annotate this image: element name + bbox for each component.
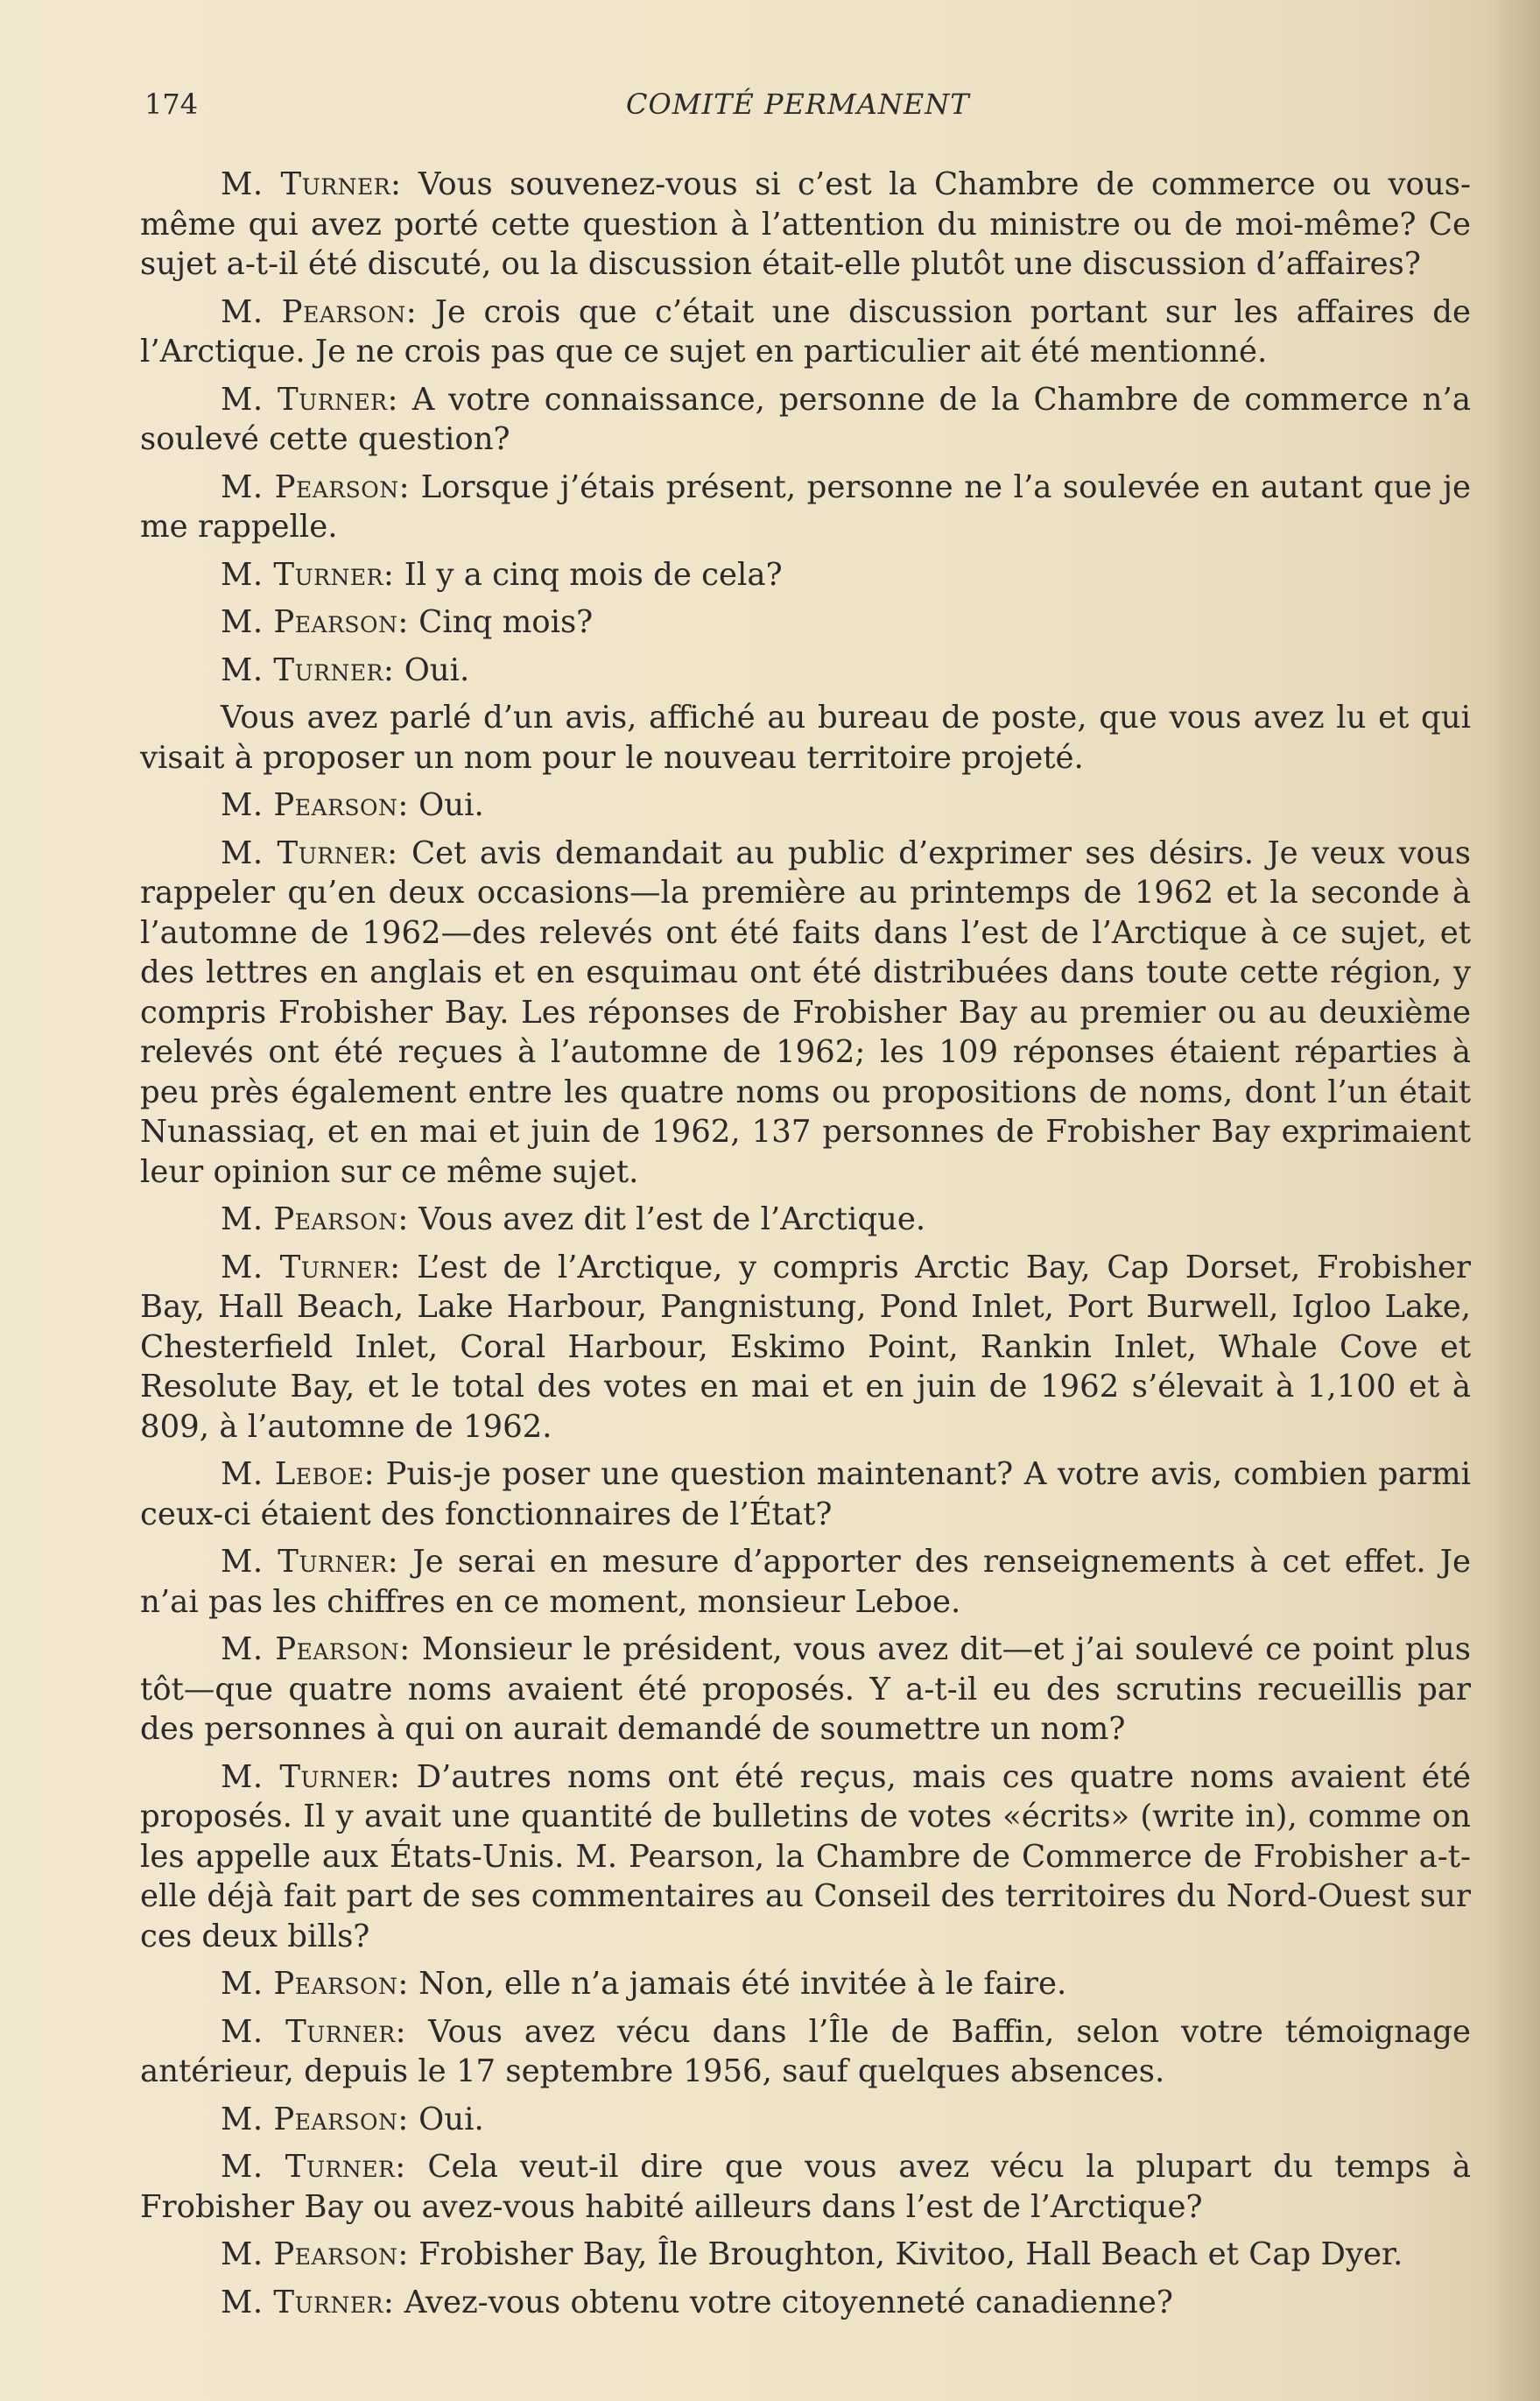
speaker-name: M. Turner: bbox=[221, 166, 402, 202]
transcript-paragraph bbox=[140, 292, 1471, 372]
transcript-paragraph bbox=[140, 2283, 1471, 2323]
speech-text: Puis-je poser une question maintenant? A votre avis, combien parmi ceux-ci étaient des fonctionnaires de l’État? bbox=[140, 1456, 1471, 1532]
speech-text: Vous souvenez-vous si c’est la Chambre de commerce ou vous-même qui avez porté cette question à l’attention du ministre ou de moi-même? Ce sujet a-t-il été discuté, ou la discussion était-elle plutôt une discussion d’affaires? bbox=[140, 166, 1471, 282]
transcript-paragraph bbox=[140, 2147, 1471, 2227]
transcript-body bbox=[140, 165, 1471, 2330]
transcript-paragraph bbox=[140, 785, 1471, 826]
speaker-name: M. Turner: bbox=[221, 1544, 399, 1580]
speech-text: Monsieur le président, vous avez dit—et j’ai soulevé ce point plus tôt—que quatre noms avaient été proposés. Y a-t-il eu des scrutins recueillis par des personnes à qui on aurait demandé de soumettre un nom? bbox=[140, 1631, 1471, 1747]
speaker-name: M. Turner: bbox=[221, 651, 395, 688]
transcript-paragraph bbox=[140, 1757, 1471, 1957]
speech-text: Oui. bbox=[408, 2101, 484, 2137]
transcript-paragraph bbox=[140, 2012, 1471, 2092]
speech-text: Je crois que c’était une discussion portant sur les affaires de l’Arctique. Je ne crois pas que ce sujet en particulier ait été mentionné. bbox=[140, 293, 1472, 370]
page-header bbox=[144, 88, 1475, 131]
speaker-name: M. Pearson: bbox=[221, 2101, 409, 2137]
speech-text: Vous avez parlé d’un avis, affiché au bureau de poste, que vous avez lu et qui visait à proposer un nom pour le nouveau territoire projeté. bbox=[140, 700, 1471, 776]
speaker-name: M. Turner: bbox=[221, 834, 398, 871]
transcript-paragraph bbox=[140, 1964, 1471, 2004]
speech-text: Avez-vous obtenu votre citoyenneté canadienne? bbox=[394, 2284, 1173, 2320]
speech-text: Non, elle n’a jamais été invitée à le faire. bbox=[408, 1966, 1067, 2002]
speaker-name: M. Pearson: bbox=[221, 1631, 411, 1667]
speech-text: Oui. bbox=[394, 651, 470, 688]
speaker-name: M. Pearson: bbox=[221, 604, 409, 640]
transcript-paragraph bbox=[140, 165, 1471, 285]
speech-text: L’est de l’Arctique, y compris Arctic Bay, Cap Dorset, Frobisher Bay, Hall Beach, Lake Harbour, Pangnistung, Pond Inlet, Port Burwell, Igloo Lake, Chesterfield Inlet, Coral Harbour, Eskimo Point, Rankin Inlet, Whale Cove et Resolute Bay, et le total des votes en mai et en juin de 1962 s’élevait à 1,100 et à 809, à l’automne de 1962. bbox=[140, 1249, 1472, 1445]
speech-text: Je serai en mesure d’apporter des renseignements à cet effet. Je n’ai pas les chiffres en ce moment, monsieur Leboe. bbox=[140, 1544, 1471, 1620]
transcript-paragraph bbox=[140, 651, 1471, 691]
speaker-name: M. Turner: bbox=[221, 1758, 401, 1795]
transcript-paragraph bbox=[140, 1200, 1471, 1240]
speaker-name: M. Turner: bbox=[221, 1249, 401, 1285]
speech-text: Vous avez vécu dans l’Île de Baffin, selon votre témoignage antérieur, depuis le 17 septembre 1956, sauf quelques absences. bbox=[140, 2013, 1471, 2089]
speech-text: Frobisher Bay, Île Broughton, Kivitoo, Hall Beach et Cap Dyer. bbox=[408, 2236, 1403, 2272]
speaker-name: M. Pearson: bbox=[221, 1966, 409, 2002]
speaker-name: M. Leboe: bbox=[221, 1456, 376, 1492]
transcript-paragraph bbox=[140, 602, 1471, 643]
speaker-name: M. Pearson: bbox=[221, 468, 411, 505]
speech-text: Lorsque j’étais présent, personne ne l’a soulevée en autant que je me rappelle. bbox=[140, 468, 1471, 545]
speech-text: Cet avis demandait au public d’exprimer ses désirs. Je veux vous rappeler qu’en deux occasions—la première au printemps de 1962 et la seconde à l’automne de 1962—des relevés ont été faits dans l’est de l’Arctique à ce sujet, et des lettres en anglais et en esquimau ont été distribuées dans toute cette région, y compris Frobisher Bay. Les réponses de Frobisher Bay au premier ou au deuxième relevés ont été reçues à l’automne de 1962; les 109 réponses étaient réparties à peu près également entre les quatre noms ou propositions de noms, dont l’un était Nunassiaq, et en mai et juin de 1962, 137 personnes de Frobisher Bay exprimaient leur opinion sur ce même sujet. bbox=[140, 834, 1471, 1190]
speaker-name: M. Turner: bbox=[221, 556, 395, 593]
speaker-name: M. Turner: bbox=[221, 2013, 407, 2050]
speaker-name: M. Pearson: bbox=[221, 787, 409, 823]
speech-text: Cela veut-il dire que vous avez vécu la plupart du temps à Frobisher Bay ou avez-vous habité ailleurs dans l’est de l’Arctique? bbox=[140, 2149, 1471, 2225]
transcript-paragraph bbox=[140, 1248, 1471, 1447]
page-edge-shadow bbox=[1487, 0, 1540, 2401]
transcript-paragraph bbox=[140, 2100, 1471, 2140]
speaker-name: M. Pearson: bbox=[221, 2236, 409, 2272]
transcript-paragraph bbox=[140, 555, 1471, 595]
transcript-paragraph bbox=[140, 468, 1471, 547]
page-number: 174 bbox=[144, 88, 199, 121]
speech-text: Cinq mois? bbox=[408, 604, 594, 640]
transcript-paragraph bbox=[140, 1630, 1471, 1750]
speaker-name: M. Pearson: bbox=[221, 1201, 409, 1237]
speaker-name: M. Turner: bbox=[221, 2284, 395, 2320]
transcript-paragraph bbox=[140, 380, 1471, 460]
speaker-name: M. Pearson: bbox=[221, 293, 418, 330]
speaker-name: M. Turner: bbox=[221, 381, 398, 418]
transcript-paragraph bbox=[140, 1542, 1471, 1622]
speech-text: D’autres noms ont été reçus, mais ces quatre noms avaient été proposés. Il y avait une quantité de bulletins de votes «écrits» (write in), comme on les appelle aux États-Unis. M. Pearson, la Chambre de Commerce de Frobisher a-t-elle déjà fait part de ses commentaires au Conseil des territoires du Nord-Ouest sur ces deux bills? bbox=[140, 1758, 1471, 1954]
transcript-paragraph bbox=[140, 698, 1471, 778]
running-title: COMITÉ PERMANENT bbox=[626, 88, 970, 121]
speech-text: Il y a cinq mois de cela? bbox=[394, 556, 783, 593]
transcript-paragraph bbox=[140, 1454, 1471, 1534]
speech-text: A votre connaissance, personne de la Chambre de commerce n’a soulevé cette question? bbox=[140, 381, 1471, 457]
speech-text: Oui. bbox=[408, 787, 484, 823]
speech-text: Vous avez dit l’est de l’Arctique. bbox=[408, 1201, 926, 1237]
transcript-paragraph bbox=[140, 834, 1471, 1193]
transcript-paragraph bbox=[140, 2235, 1471, 2275]
speaker-name: M. Turner: bbox=[221, 2149, 406, 2185]
